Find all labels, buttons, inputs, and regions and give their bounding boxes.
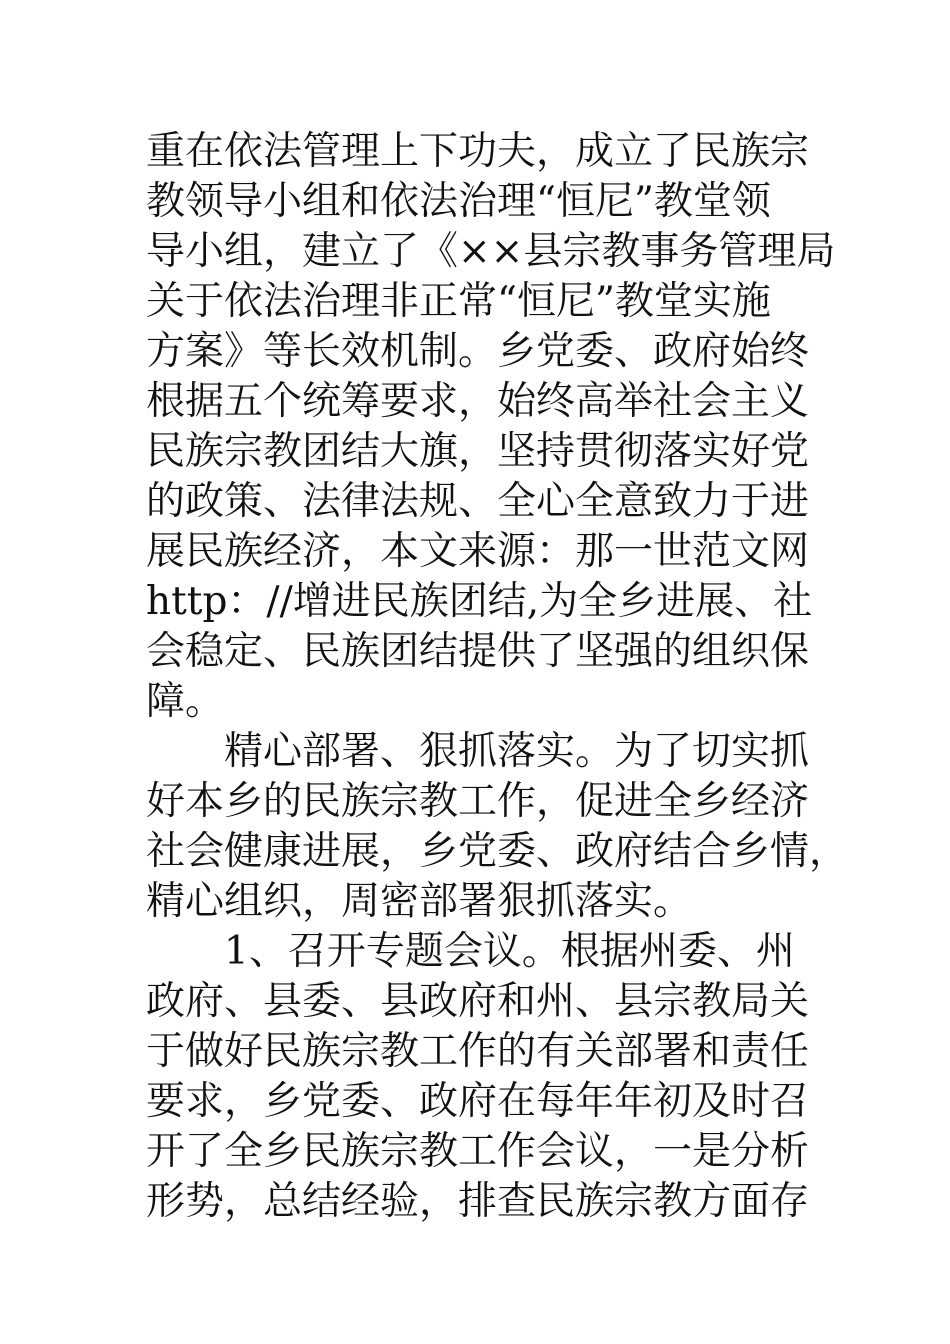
text-line: http：//增进民族团结,为全乡进展、社 <box>146 579 813 624</box>
text-line: 的政策、法律法规、全心全意致力于进 <box>146 479 810 524</box>
text-line: 会稳定、民族团结提供了坚强的组织保 <box>146 629 810 674</box>
text-line: 教领导小组和依法治理“恒尼”教堂领 <box>146 179 771 224</box>
text-line: 关于依法治理非正常“恒尼”教堂实施 <box>146 279 771 324</box>
document-body <box>146 127 849 1227</box>
text-line: 展民族经济，本文来源：那一世范文网 <box>146 529 810 574</box>
text-line: 要求，乡党委、政府在每年年初及时召 <box>146 1079 810 1124</box>
text-line: 好本乡的民族宗教工作，促进全乡经济 <box>146 779 810 824</box>
paragraph-first-line: 精心部署、狠抓落实。为了切实抓 <box>224 729 810 774</box>
text-line: 精心组织，周密部署狠抓落实。 <box>146 879 693 924</box>
text-line: 形势，总结经验，排查民族宗教方面存 <box>146 1179 810 1224</box>
text-line: 方案》等长效机制。乡党委、政府始终 <box>146 329 810 374</box>
text-line: 社会健康进展，乡党委、政府结合乡情， <box>146 829 849 874</box>
text-line: 导小组，建立了《××县宗教事务管理局 <box>146 229 836 274</box>
text-line: 开了全乡民族宗教工作会议，一是分析 <box>146 1129 810 1174</box>
text-line: 于做好民族宗教工作的有关部署和责任 <box>146 1029 810 1074</box>
text-line: 重在依法管理上下功夫，成立了民族宗 <box>146 129 810 174</box>
text-line: 民族宗教团结大旗，坚持贯彻落实好党 <box>146 429 810 474</box>
paragraph-first-line: 1、召开专题会议。根据州委、州 <box>224 929 795 974</box>
text-line: 根据五个统筹要求，始终高举社会主义 <box>146 379 810 424</box>
text-line: 政府、县委、县政府和州、县宗教局关 <box>146 979 810 1024</box>
text-line: 障。 <box>146 679 225 724</box>
